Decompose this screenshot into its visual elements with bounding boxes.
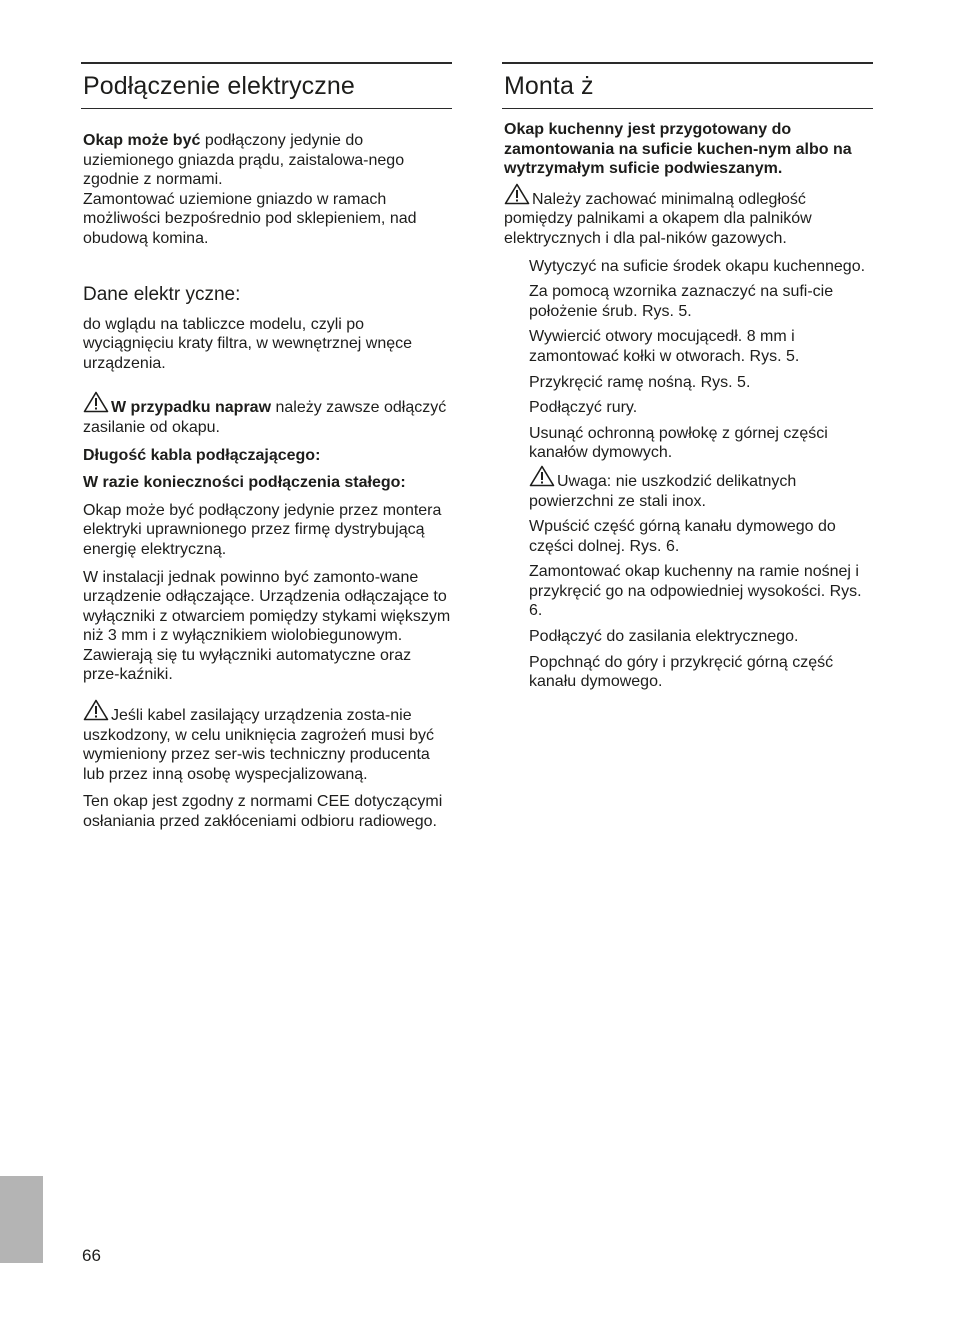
cable-length-heading: Długość kabla podłączającego: xyxy=(83,446,321,464)
warning-triangle-icon xyxy=(83,699,109,721)
mounting-step: Zamontować okap kuchenny na ramie nośnej i przykręcić go na odpowiedniej wysokości. Rys. 6. xyxy=(529,563,862,620)
title-underline xyxy=(81,108,452,109)
intro-paragraph xyxy=(83,131,452,249)
mounting-step: Za pomocą wzornika zaznaczyć na sufi-cie położenie śrub. Rys. 5. xyxy=(529,283,834,320)
warning-triangle-icon xyxy=(504,183,530,205)
warning-inox xyxy=(529,465,873,511)
subheading-electrical-data: Dane elektr yczne: xyxy=(83,283,241,305)
warning-cable xyxy=(83,699,452,784)
section-title-electrical: Podłączenie elektryczne xyxy=(83,72,355,100)
warning-inox-text: Uwaga: nie uszkodzić delikatnych powierzchni ze stali inox. xyxy=(529,472,797,510)
mounting-step: Popchnąć do góry i przykręcić górną część kanału dymowego. xyxy=(529,653,834,691)
section-title-mounting: Monta ż xyxy=(504,72,594,100)
mounting-step: Przykręcić ramę nośną. Rys. 5. xyxy=(529,373,751,391)
fixed-connection-heading: W razie konieczności podłączenia stałego: xyxy=(83,474,406,492)
mounting-step: Wytyczyć na suficie środek okapu kuchennego. xyxy=(529,257,866,275)
title-underline xyxy=(502,108,873,109)
mounting-step: Podłączyć rury. xyxy=(529,399,638,417)
mounting-step: Wpuścić część górną kanału dymowego do części dolnej. Rys. 6. xyxy=(529,518,836,555)
warning-cable-text: Jeśli kabel zasilający urządzenia zosta-nie uszkodzony, w celu uniknięcia zagrożeń musi być wymieniony przez ser-wis techniczny producenta lub przez inną osobę wyspecjalizowaną. xyxy=(83,707,434,783)
mounting-body xyxy=(502,120,873,692)
intro-rest: podłączony jedynie do uziemionego gniazda prądu, zaistalowa-nego zgodnie z normami. xyxy=(83,132,405,189)
language-side-tab xyxy=(0,1176,43,1263)
intro-second: Zamontować uziemione gniazdo w ramach możliwości bezpośrednio pod sklepieniem, nad obudową komina. xyxy=(83,190,417,247)
section-mounting xyxy=(502,62,873,698)
fixed-paragraph-1: Okap może być podłączony jedynie przez montera elektryki uprawnionego przez firmę dystrybującą energię elektryczną. xyxy=(83,501,442,558)
electrical-data-text: do wglądu na tabliczce modelu, czyli po wyciągnięciu kraty filtra, w wewnętrznej wnęce urządzenia. xyxy=(83,315,413,372)
section-electrical xyxy=(81,62,452,840)
electrical-body xyxy=(81,131,452,832)
mounting-step: Wywiercić otwory mocującedł. 8 mm i zamontować kołki w otworach. Rys. 5. xyxy=(529,328,800,365)
mounting-step: Podłączyć do zasilania elektrycznego. xyxy=(529,628,799,646)
page-number: 66 xyxy=(82,1246,101,1265)
cee-paragraph: Ten okap jest zgodny z normami CEE dotyczącymi osłaniania przed zakłóceniami odbioru radiowego. xyxy=(83,793,443,831)
intro-bold: Okap może być xyxy=(83,132,201,149)
fixed-paragraph-2: W instalacji jednak powinno być zamonto-wane urządzenie odłączające. Urządzenia odłączające to wyłączniki z otwarciem pomiędzy stykami większym niż 3 mm i z wyłącznikiem wiolobiegunowym. Zawierają się tu wyłączniki automatyczne oraz prze-kaźniki. xyxy=(83,568,451,684)
warning-repair xyxy=(83,391,452,437)
mounting-step: Usunąć ochronną powłokę z górnej części kanałów dymowych. xyxy=(529,424,828,462)
warning-triangle-icon xyxy=(83,391,109,413)
warning-triangle-icon xyxy=(529,465,555,487)
warning-distance xyxy=(504,183,873,249)
warning-repair-bold: W przypadku napraw xyxy=(111,399,272,417)
mounting-steps xyxy=(504,257,873,692)
warning-distance-text: Należy zachować minimalną odległość pomiędzy palnikami a okapem dla palników elektrycznych i dla pal-ników gazowych. xyxy=(504,190,812,247)
warning-repair-rest: należy zawsze odłączyć zasilanie od okapu. xyxy=(83,399,447,436)
mounting-intro-bold: Okap kuchenny jest przygotowany do zamontowania na suficie kuchen-nym albo na wytrzymałym suficie podwieszanym. xyxy=(504,121,852,178)
